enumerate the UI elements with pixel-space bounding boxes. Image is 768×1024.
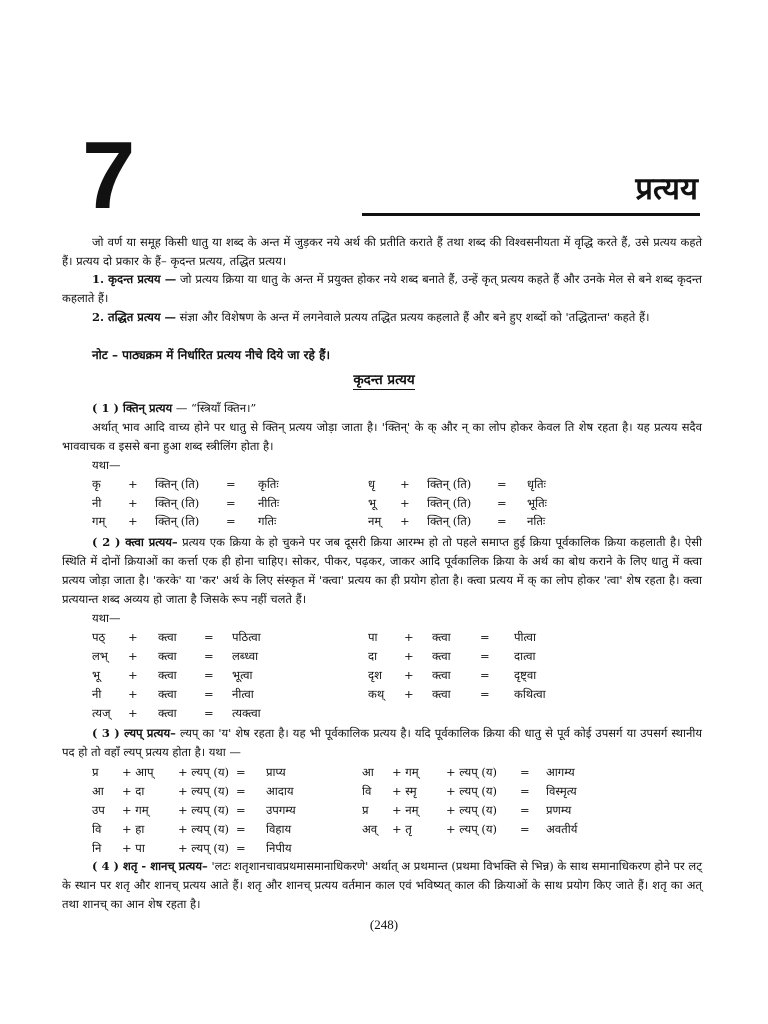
ktva-example-label: यथा— xyxy=(92,611,121,625)
example-cell: = xyxy=(226,477,236,491)
example-cell: = xyxy=(204,630,214,644)
example-cell: क्तिन् (ति) xyxy=(427,477,472,491)
ktva-paragraph xyxy=(62,533,702,609)
example-cell: + आप् xyxy=(122,765,154,779)
example-cell: = xyxy=(480,668,490,682)
example-cell: क्तिन् (ति) xyxy=(155,477,200,491)
example-cell: + ल्यप् (य) xyxy=(178,803,230,817)
example-cell: = xyxy=(520,822,530,836)
example-cell: + xyxy=(404,687,414,701)
example-cell: = xyxy=(236,765,246,779)
taddhit-text: संज्ञा और विशेषण के अन्त में लगनेवाले प्रत्यय तद्धित प्रत्यय कहलाते हैं और बने हुए शब्दों को 'तद्धितान्त' कहते हैं। xyxy=(176,310,650,324)
example-cell: = xyxy=(236,803,246,817)
title-underline xyxy=(362,213,700,216)
example-cell: त्यक्त्वा xyxy=(232,706,261,720)
example-cell: + xyxy=(400,477,410,491)
ktva-label: ( 2 ) क्त्वा प्रत्यय– xyxy=(92,535,178,549)
example-cell: = xyxy=(480,630,490,644)
page-number: (248) xyxy=(369,917,399,932)
example-cell: दा xyxy=(368,649,378,663)
example-cell: क्त्वा xyxy=(158,668,177,682)
example-cell: = xyxy=(520,765,530,779)
example-cell: धृ xyxy=(368,477,376,491)
example-cell: क्त्वा xyxy=(158,706,177,720)
example-cell: + xyxy=(128,687,138,701)
ktin-heading xyxy=(62,399,702,418)
example-cell: + स्मृ xyxy=(392,784,417,798)
example-cell: कथ् xyxy=(368,687,385,701)
kridant-definition xyxy=(62,270,702,308)
example-cell: = xyxy=(226,514,236,528)
example-cell: = xyxy=(236,784,246,798)
example-cell: क्तिन् (ति) xyxy=(427,495,472,510)
example-cell: निपीय xyxy=(266,841,292,855)
example-cell: = xyxy=(497,514,507,528)
example-cell: गतिः xyxy=(258,514,277,528)
example-cell: + xyxy=(404,649,414,663)
example-cell: नीतिः xyxy=(258,495,280,510)
lyap-paragraph xyxy=(62,724,702,762)
example-cell: + दा xyxy=(122,784,145,798)
example-cell: = xyxy=(204,706,214,720)
example-cell: पठित्वा xyxy=(232,630,261,644)
example-cell: लभ् xyxy=(92,649,108,663)
kridant-label: 1. कृदन्त प्रत्यय — xyxy=(92,272,177,286)
example-cell: दात्वा xyxy=(514,649,536,663)
example-cell: = xyxy=(497,495,507,510)
example-cell: = xyxy=(497,477,507,491)
example-cell: + गम् xyxy=(122,803,149,817)
example-cell: + पा xyxy=(122,841,145,855)
example-cell: क्त्वा xyxy=(432,687,451,701)
example-cell: + तृ xyxy=(392,822,412,836)
example-cell: + ल्यप् (य) xyxy=(446,784,498,798)
example-cell: + xyxy=(128,706,138,720)
example-cell: + xyxy=(128,495,138,510)
example-cell: + नम् xyxy=(392,803,419,817)
example-cell: दृष्ट्वा xyxy=(514,668,537,682)
ktin-sutra: — “स्त्रियाँ क्तिन।” xyxy=(172,401,257,415)
taddhit-definition xyxy=(62,308,702,327)
example-cell: क्तिन् (ति) xyxy=(155,495,200,510)
example-cell: विस्मृत्य xyxy=(546,784,577,798)
intro-paragraph: जो वर्ण या समूह किसी धातु या शब्द के अन्त में जुड़कर नये अर्थ की प्रतीति कराते हैं तथा शब्द की विश्वसनीयता में वृद्धि करते हैं, उसे प्रत्यय कहते हैं। प्रत्यय दो प्रकार के हैं– कृदन्त प्रत्यय, तद्धित प्रत्यय। xyxy=(62,235,702,268)
example-cell: भू xyxy=(368,495,377,510)
example-cell: + xyxy=(128,477,138,491)
example-cell: = xyxy=(480,649,490,663)
taddhit-label: 2. तद्धित प्रत्यय — xyxy=(92,310,177,324)
example-cell: धृतिः xyxy=(527,477,546,491)
example-cell: अव् xyxy=(362,822,378,836)
example-cell: + xyxy=(128,514,138,528)
example-cell: = xyxy=(226,495,236,510)
example-cell: + xyxy=(404,630,414,644)
example-cell: + ल्यप् (य) xyxy=(178,765,230,779)
example-cell: नतिः xyxy=(527,514,546,528)
section-heading xyxy=(0,370,768,388)
example-cell: भूत्वा xyxy=(232,668,253,682)
example-cell: अवतीर्य xyxy=(546,822,578,836)
chapter-title: प्रत्यय xyxy=(635,171,698,207)
example-cell: + ल्यप् (य) xyxy=(178,822,230,836)
shatri-text: 'लटः शतृशानचावप्रथमासमानाधिकरणे' अर्थात् अ प्रथमान्त (प्रथमा विभक्ति से भिन्न) के साथ समानाधिकरण होने पर लट् के स्थान पर शतृ और शानच् प्रत्यय आते हैं। शतृ और शानच् प्रत्यय वर्तमान काल एवं भविष्यत् काल की क्रियाओं के साथ प्रयोग किए जाते हैं। शतृ का अत् तथा शानच् का आन शेष रहता है। xyxy=(62,859,703,911)
example-cell: + ल्यप् (य) xyxy=(446,803,498,817)
example-cell: क्तिन् (ति) xyxy=(155,514,200,528)
example-cell: + ल्यप् (य) xyxy=(446,822,498,836)
example-cell: = xyxy=(520,784,530,798)
example-cell: + xyxy=(128,630,138,644)
example-cell: + ल्यप् (य) xyxy=(178,784,230,798)
example-cell: + xyxy=(128,649,138,663)
example-cell: क्त्वा xyxy=(158,649,177,663)
example-cell: उपगम्य xyxy=(266,803,296,817)
example-cell: कृतिः xyxy=(258,477,279,491)
ktin-paragraph: अर्थात् भाव आदि वाच्य होने पर धातु से क्तिन् प्रत्यय जोड़ा जाता है। 'क्तिन्' के क् और न् का लोप होकर केवल ति शेष रहता है। यह प्रत्यय सदैव भाववाचक व इससे बना हुआ शब्द स्त्रीलिंग होता है। xyxy=(62,420,702,453)
ktva-text: प्रत्यय एक क्रिया के हो चुकने पर जब दूसरी क्रिया आरम्भ हो तो पहले समाप्त हुई क्रिया पूर्वकालिक क्रिया कहलाती है। ऐसी स्थिति में दोनों क्रियाओं का कर्त्ता एक ही होना चाहिए। सोकर, पीकर, पढ़कर, जाकर आदि पूर्वकालिक क्रिया के अर्थ का बोध कराने के लिए धातु में क्त्वा प्रत्यय जोड़ा जाता है। 'करके' या 'कर' अर्थ के लिए संस्कृत में 'क्त्वा' प्रत्यय का ही प्रयोग होता है। क्त्वा प्रत्यय में क् का लोप होकर 'त्वा' शेष रहता है। क्त्वा प्रत्ययान्त शब्द अव्यय हो जाता है जिसके रूप नहीं चलते हैं। xyxy=(62,535,702,606)
example-cell: प्राप्य xyxy=(266,765,286,779)
lyap-text: ल्यप् का 'य' शेष रहता है। यह भी पूर्वकालिक प्रत्यय है। यदि पूर्वकालिक क्रिया की धातु से पूर्व कोई उपसर्ग या उपसर्ग स्थानीय पद हो तो वहाँ ल्यप् प्रत्यय होता है। यथा — xyxy=(62,726,702,759)
example-cell: प्र xyxy=(362,803,369,817)
example-cell: क्त्वा xyxy=(432,630,451,644)
example-cell: + गम् xyxy=(392,765,419,779)
example-cell: = xyxy=(236,822,246,836)
example-cell: वि xyxy=(92,822,102,836)
ktin-example-label: यथा— xyxy=(92,458,121,472)
example-cell: नी xyxy=(92,687,102,701)
example-cell: नीत्वा xyxy=(232,687,254,701)
example-cell: आगम्य xyxy=(546,765,575,779)
section-heading-text: कृदन्त प्रत्यय xyxy=(353,372,415,388)
example-cell: आ xyxy=(362,765,374,779)
example-cell: क्त्वा xyxy=(432,668,451,682)
example-cell: + ल्यप् (य) xyxy=(446,765,498,779)
example-cell: आ xyxy=(92,784,104,798)
example-cell: प्रणम्य xyxy=(546,803,572,817)
example-cell: + xyxy=(128,668,138,682)
example-cell: आदाय xyxy=(266,784,294,798)
example-cell: विहाय xyxy=(266,822,292,836)
example-cell: नि xyxy=(92,841,102,855)
example-cell: वि xyxy=(362,784,372,798)
kridant-text: जो प्रत्यय क्रिया या धातु के अन्त में प्रयुक्त होकर नये शब्द बनाते हैं, उन्हें कृत् प्रत्यय कहते हैं और उनके मेल से बने शब्द कृदन्त कहलाते हैं। xyxy=(62,272,702,305)
example-cell: गम् xyxy=(92,514,106,528)
example-cell: = xyxy=(204,649,214,663)
ktin-label: ( 1 ) क्तिन् प्रत्यय xyxy=(92,401,173,415)
example-cell: पा xyxy=(368,630,378,644)
example-cell: भूतिः xyxy=(527,495,547,510)
example-cell: + xyxy=(400,495,410,510)
example-cell: नी xyxy=(92,495,102,510)
example-cell: क्त्वा xyxy=(158,687,177,701)
example-cell: + ल्यप् (य) xyxy=(178,841,230,855)
example-cell: कथित्वा xyxy=(514,687,546,701)
example-cell: दृश xyxy=(368,668,382,682)
example-cell: कृ xyxy=(92,477,101,491)
example-cell: क्त्वा xyxy=(158,630,177,644)
syllabus-note: नोट – पाठ्यक्रम में निर्धारित प्रत्यय नीचे दिये जा रहे हैं। xyxy=(92,348,331,362)
shatri-paragraph xyxy=(62,857,702,914)
example-cell: क्त्वा xyxy=(432,649,451,663)
example-cell: + xyxy=(404,668,414,682)
example-cell: = xyxy=(204,668,214,682)
example-cell: पठ् xyxy=(92,630,106,644)
example-cell: क्तिन् (ति) xyxy=(427,514,472,528)
example-cell: लब्ध्वा xyxy=(232,649,259,663)
example-cell: + xyxy=(400,514,410,528)
example-cell: = xyxy=(236,841,246,855)
example-cell: त्यज् xyxy=(92,706,111,720)
shatri-label: ( 4 ) शतृ - शानच् प्रत्यय– xyxy=(92,859,208,873)
example-cell: भू xyxy=(92,668,101,682)
example-cell: पीत्वा xyxy=(514,630,536,644)
example-cell: प्र xyxy=(92,765,99,779)
example-cell: = xyxy=(480,687,490,701)
lyap-label: ( 3 ) ल्यप् प्रत्यय– xyxy=(92,726,176,740)
example-cell: + हा xyxy=(122,822,145,836)
example-cell: उप xyxy=(92,803,105,817)
chapter-number: 7 xyxy=(82,122,134,229)
example-cell: = xyxy=(520,803,530,817)
example-cell: नम् xyxy=(368,514,382,528)
example-cell: = xyxy=(204,687,214,701)
